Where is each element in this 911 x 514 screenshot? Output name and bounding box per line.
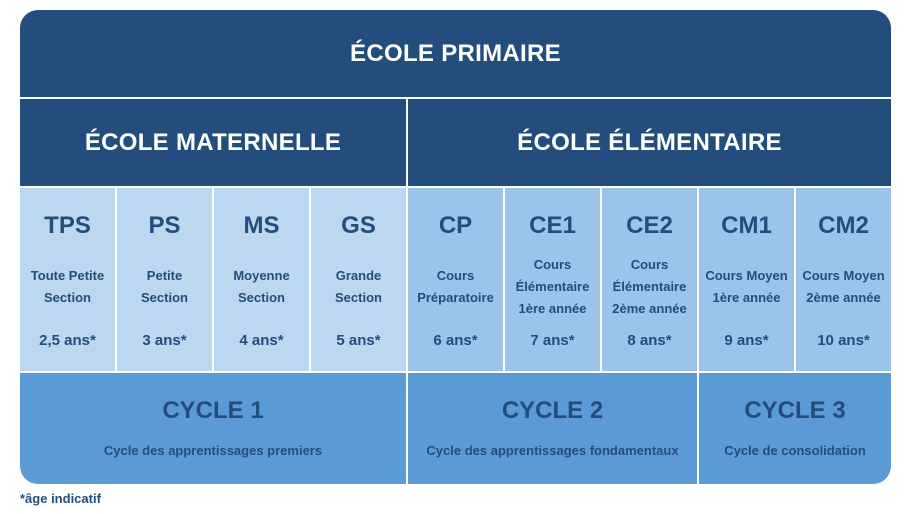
cycle-subtitle: Cycle des apprentissages fondamentaux — [426, 443, 679, 458]
cycle-subtitle: Cycle des apprentissages premiers — [103, 443, 323, 458]
level-cell-ce2 — [602, 188, 697, 371]
level-name-line: Élémentaire — [612, 279, 687, 294]
level-name-line: Cours Moyen — [802, 268, 885, 283]
cycle-title: CYCLE 3 — [744, 397, 846, 424]
level-name-line: Préparatoire — [417, 290, 494, 305]
level-name-line: Toute Petite — [30, 268, 105, 283]
level-age: 7 ans* — [530, 332, 575, 349]
level-age: 2,5 ans* — [39, 332, 96, 349]
level-name-line: Section — [238, 290, 285, 305]
level-name-line: Section — [44, 290, 91, 305]
level-name-line: Cours — [630, 257, 669, 272]
level-name-line: 2ème année — [806, 290, 881, 305]
maternelle-title: ÉCOLE MATERNELLE — [84, 128, 342, 156]
level-name-line: Cours — [436, 268, 475, 283]
cycle-subtitle: Cycle de consolidation — [724, 443, 866, 458]
cycle-cell-2 — [408, 373, 697, 484]
level-cell-tps — [20, 188, 115, 371]
level-cell-gs — [311, 188, 406, 371]
maternelle-header — [20, 99, 406, 186]
level-name-line: 1ère année — [712, 290, 781, 305]
level-name-line: Petite — [146, 268, 183, 283]
level-abbr: CP — [438, 212, 473, 239]
level-age: 3 ans* — [142, 332, 187, 349]
level-name-line: 1ère année — [518, 301, 587, 316]
level-abbr: CM2 — [818, 212, 869, 239]
primary-school-header — [20, 10, 891, 97]
level-abbr: CE1 — [529, 212, 576, 239]
level-cell-cm1 — [699, 188, 794, 371]
level-abbr: GS — [341, 212, 376, 239]
level-abbr: TPS — [44, 212, 91, 239]
level-cell-cm2 — [796, 188, 891, 371]
level-name-line: 2ème année — [612, 301, 687, 316]
cycle-cell-3 — [699, 373, 891, 484]
level-abbr: PS — [148, 212, 181, 239]
level-name-line: Cours — [533, 257, 572, 272]
cycle-title: CYCLE 1 — [162, 397, 264, 424]
level-age: 9 ans* — [724, 332, 769, 349]
level-cell-ps — [117, 188, 212, 371]
level-name-line: Élémentaire — [515, 279, 590, 294]
level-name-line: Grande — [335, 268, 382, 283]
level-name-line: Cours Moyen — [705, 268, 788, 283]
level-age: 6 ans* — [433, 332, 478, 349]
cycle-cell-1 — [20, 373, 406, 484]
level-cell-ce1 — [505, 188, 600, 371]
elementaire-header — [408, 99, 891, 186]
primary-school-title: ÉCOLE PRIMAIRE — [350, 39, 561, 67]
footnote: *âge indicatif — [20, 491, 101, 506]
school-structure-diagram — [20, 10, 891, 484]
level-cell-ms — [214, 188, 309, 371]
cycle-title: CYCLE 2 — [501, 397, 604, 424]
elementaire-title: ÉCOLE ÉLÉMENTAIRE — [517, 128, 782, 156]
level-abbr: CE2 — [626, 212, 673, 239]
level-age: 5 ans* — [336, 332, 381, 349]
level-age: 10 ans* — [817, 332, 870, 349]
level-name-line: Section — [141, 290, 188, 305]
level-abbr: CM1 — [721, 212, 772, 239]
level-abbr: MS — [243, 212, 280, 239]
level-age: 4 ans* — [239, 332, 284, 349]
level-age: 8 ans* — [627, 332, 672, 349]
level-name-line: Section — [335, 290, 382, 305]
level-cell-cp — [408, 188, 503, 371]
level-name-line: Moyenne — [233, 268, 290, 283]
